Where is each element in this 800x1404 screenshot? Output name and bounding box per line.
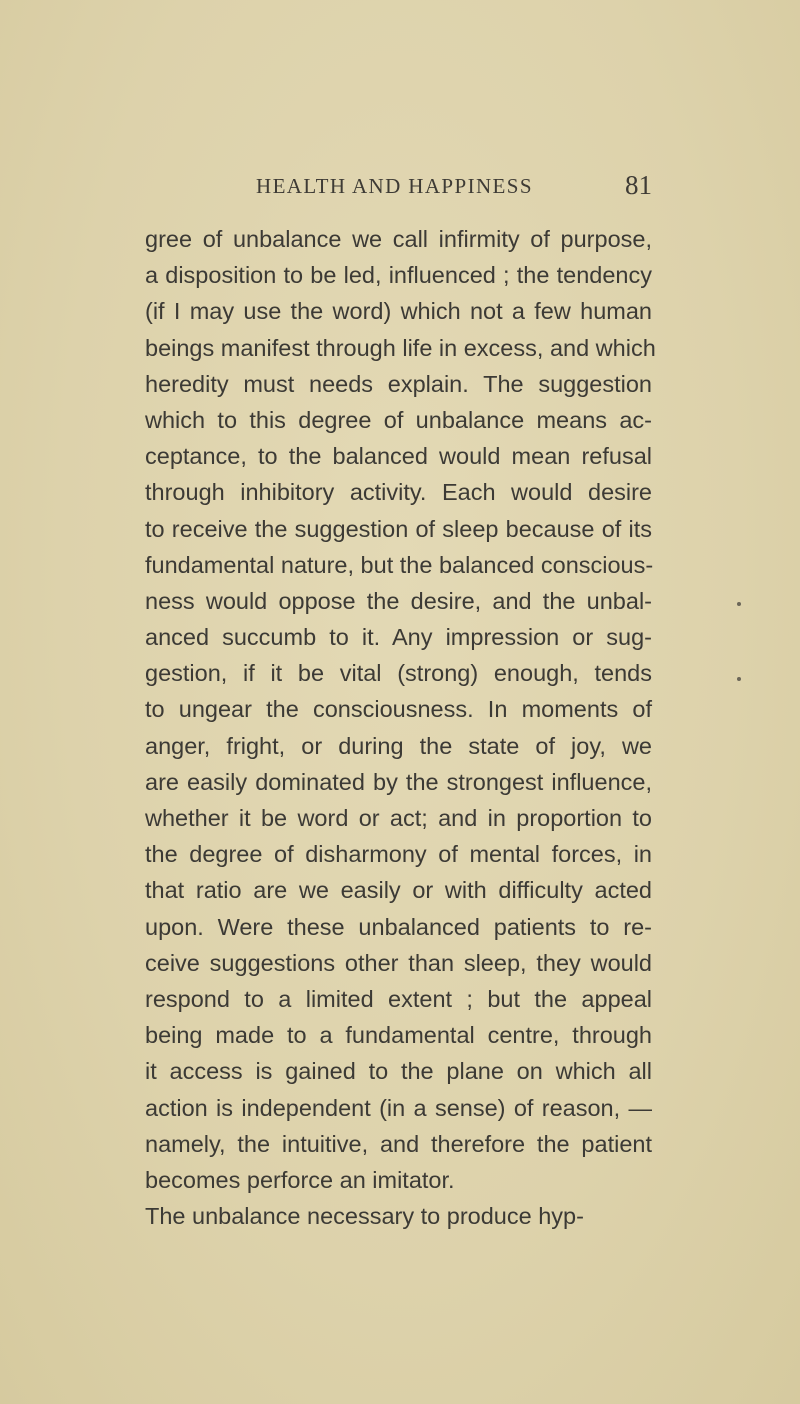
text-line: ceptance, to the balanced would mean refusal [145, 443, 652, 470]
text-line: being made to a fundamental centre, through [145, 1022, 652, 1049]
text-line: gree of unbalance we call infirmity of purpose, [145, 226, 652, 252]
text-line: are easily dominated by the strongest influence, [145, 768, 652, 795]
text-line: The unbalance necessary to produce hyp- [145, 1203, 584, 1230]
text-line: (if I may use the word) which not a few human [145, 298, 652, 325]
text-line: to receive the suggestion of sleep because of its [145, 515, 652, 542]
text-line: upon. Were these unbalanced patients to re- [145, 913, 652, 940]
text-line: ceive suggestions other than sleep, they would [145, 949, 652, 976]
running-head [256, 172, 652, 206]
text-line: that ratio are we easily or with difficulty acted [145, 877, 652, 904]
text-line: ness would oppose the desire, and the unbal- [145, 587, 652, 614]
text-line: fundamental nature, but the balanced conscious- [145, 551, 654, 578]
text-line: whether it be word or act; and in proportion to [145, 805, 652, 831]
text-line: it access is gained to the plane on which all [145, 1058, 652, 1085]
paper-speck [737, 602, 741, 606]
text-line: beings manifest through life in excess, and which [145, 334, 656, 361]
text-line: a disposition to be led, influenced ; the tendency [145, 262, 652, 289]
text-line: respond to a limited extent ; but the appeal [145, 985, 652, 1012]
text-line: to ungear the consciousness. In moments of [145, 696, 652, 723]
paper-speck [737, 677, 741, 681]
text-line: anced succumb to it. Any impression or sug- [145, 624, 652, 651]
page-number: 81 [625, 170, 652, 200]
text-line: action is independent (in a sense) of reason, — [145, 1094, 652, 1121]
text-line: heredity must needs explain. The suggestion [145, 370, 652, 397]
text-line: through inhibitory activity. Each would desire [145, 479, 652, 506]
running-title: HEALTH AND HAPPINESS [256, 174, 533, 198]
text-line: becomes perforce an imitator. [145, 1166, 455, 1193]
text-line: anger, fright, or during the state of joy, we [145, 732, 652, 759]
body-text [145, 221, 656, 1234]
text-line: namely, the intuitive, and therefore the patient [145, 1130, 652, 1157]
text-line: gestion, if it be vital (strong) enough, tends [145, 660, 652, 687]
text-line: which to this degree of unbalance means ac- [145, 406, 652, 433]
text-line: the degree of disharmony of mental forces, in [145, 841, 652, 868]
